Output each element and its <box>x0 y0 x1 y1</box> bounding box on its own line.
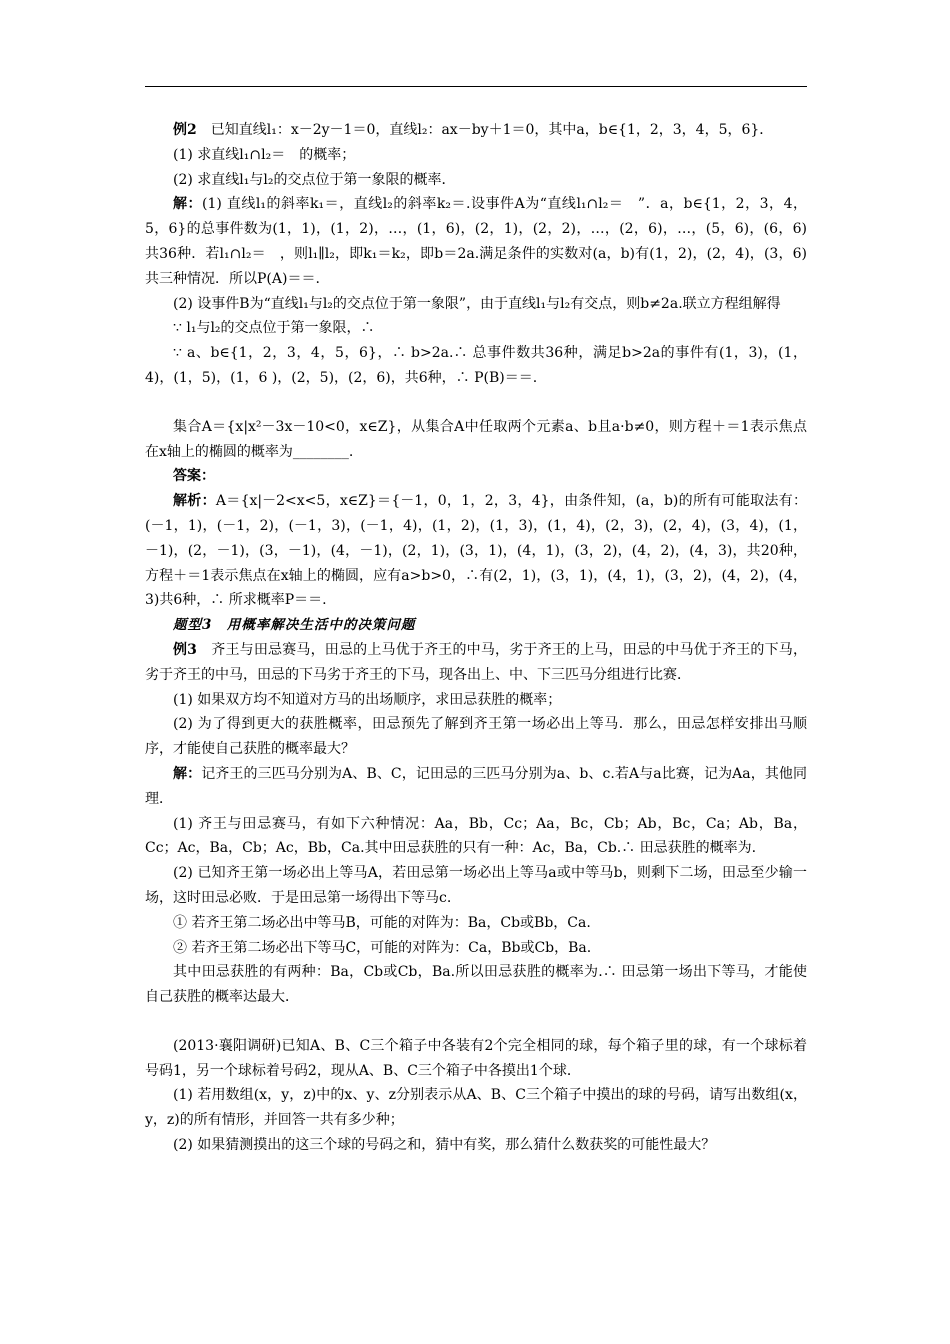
case-2: ② 若齐王第二场必出下等马C，可能的对阵为：Ca，Bb或Cb，Ba. <box>173 939 592 956</box>
example-3-conclusion: 其中田忌获胜的有两种：Ba，Cb或Cb，Ba.所以田忌获胜的概率为.∴ 田忌第一场出下等马，才能使自己获胜的概率达最大． <box>145 964 807 1006</box>
example-text: 已知直线l₁：x－2y－1＝0，直线l₂：ax－by＋1＝0，其中a，b∈{1，2，3，4，5，6}． <box>196 122 774 138</box>
solution-label: 解： <box>173 196 203 213</box>
exercise-boxes-question-2: (2) 如果猜测摸出的这三个球的号码之和，猜中有奖，那么猜什么数获奖的可能性最大？ <box>173 1137 716 1154</box>
example-3-solution-2: (2) 已知齐王第一场必出上等马A，若田忌第一场必出上等马a或中等马b，则剩下二场，田忌至少输一场，这时田忌必败．于是田忌第一场得出下等马c. <box>145 865 807 906</box>
exercise-set-a: 集合A＝{x|x²－3x－10<0，x∈Z}，从集合A中任取两个元素a、b且a·b≠0，则方程＋＝1表示焦点在x轴上的椭圆的概率为________. <box>145 418 807 460</box>
spacer <box>145 391 807 415</box>
analysis-label: 解析： <box>173 493 216 510</box>
example-3-question-2: (2) 为了得到更大的获胜概率，田忌预先了解到齐王第一场必出上等马．那么，田忌怎样安排出马顺序，才能使自己获胜的概率最大？ <box>145 716 807 758</box>
solution-part-1 <box>145 192 807 291</box>
case-1: ① 若齐王第二场必出中等马B，可能的对阵为：Ba，Cb或Bb，Ca. <box>173 914 591 931</box>
analysis <box>145 489 807 613</box>
example-3-solution-1: (1) 齐王与田忌赛马，有如下六种情况：Aa，Bb，Cc；Aa，Bc，Cb；Ab，Bc，Ca；Ab，Ba，Cc；Ac，Ba，Cb；Ac，Bb，Ca.其中田忌获胜的只有一种：Ac，Ba，Cb.∴ 田忌获胜的概率为. <box>145 815 807 857</box>
header-rule <box>145 86 807 87</box>
solution-text: 记齐王的三匹马分别为A、B、C，记田忌的三匹马分别为a、b、c.若A与a比赛，记为Aa，其他同理． <box>145 765 808 807</box>
spacer <box>145 1010 807 1034</box>
example-text: 齐王与田忌赛马，田忌的上马优于齐王的中马，劣于齐王的上马，田忌的中马优于齐王的下马，劣于齐王的中马，田忌的下马劣于齐王的下马，现各出上、中、下三匹马分组进行比赛． <box>145 641 807 683</box>
solution-label: 解： <box>173 765 202 782</box>
example-3-question-1: (1) 如果双方均不知道对方马的出场顺序，求田忌获胜的概率； <box>173 691 562 708</box>
example-3-solution <box>145 762 807 812</box>
example-2-statement <box>145 118 807 143</box>
solution-conclusion: ∵ a、b∈{1，2，3，4，5，6}，∴ b>2a.∴ 总事件数共36种，满足b>2a的事件有(1，3)，(1，4)，(1，5)，(1，6 )，(2，5)，(2，6)，共6种，∴ P(B)＝＝. <box>145 345 807 386</box>
question-1: (1) 求直线l₁∩l₂＝ 的概率； <box>173 146 356 163</box>
document-body <box>145 118 807 1158</box>
example-label: 例3 <box>173 641 197 658</box>
example-label: 例2 <box>173 122 197 138</box>
answer-label: 答案： <box>173 468 215 485</box>
solution-condition: ∵ l₁与l₂的交点位于第一象限，∴ <box>173 320 375 337</box>
exercise-boxes: (2013·襄阳调研)已知A、B、C三个箱子中各装有2个完全相同的球，每个箱子里的球，有一个球标着号码1，另一个球标着号码2，现从A、B、C三个箱子中各摸出1个球． <box>145 1037 807 1079</box>
solution-text: (1) 直线l₁的斜率k₁＝，直线l₂的斜率k₂＝.设事件A为“直线l₁∩l₂＝ ”．a，b∈{1，2，3，4，5，6}的总事件数为(1，1)，(1，2)，…，(1，6)，(2，1)，(2，2)，…，(2，6)，…，(5，6)，(6，6)共36种．若l₁∩l₂＝ ，则l₁∥l₂，即k₁＝k₂，即b＝2a.满足条件的实数对(a，b)有(1，2)，(2，4)，(3，6)共三种情况．所以P(A)＝＝. <box>145 196 807 287</box>
solution-part-2: (2) 设事件B为“直线l₁与l₂的交点位于第一象限”，由于直线l₁与l₂有交点，则b≠2a.联立方程组解得 <box>173 295 781 312</box>
example-3-statement <box>145 638 807 688</box>
analysis-text: A＝{x|－2<x<5，x∈Z}＝{－1，0，1，2，3，4}，由条件知，(a，b)的所有可能取法有：(－1，1)，(－1，2)，(－1，3)，(－1，4)，(1，2)，(1，3)，(1，4)，(2，3)，(2，4)，(3，4)，(1，－1)，(2，－1)，(3，－1)，(4，－1)，(2，1)，(3，1)，(4，1)，(3，2)，(4，2)，(4，3)，共20种，方程＋＝1表示焦点在x轴上的椭圆，应有a>b>0，∴有(2，1)，(3，1)，(4，1)，(3，2)，(4，2)，(4，3)共6种，∴ 所求概率P＝＝. <box>145 493 808 609</box>
exercise-boxes-question-1: (1) 若用数组(x，y，z)中的x、y、z分别表示从A、B、C三个箱子中摸出的球的号码，请写出数组(x，y，z)的所有情形，并回答一共有多少种； <box>145 1087 807 1129</box>
section-heading-3: 题型3 用概率解决生活中的决策问题 <box>173 617 416 634</box>
question-2: (2) 求直线l₁与l₂的交点位于第一象限的概率． <box>173 171 456 188</box>
